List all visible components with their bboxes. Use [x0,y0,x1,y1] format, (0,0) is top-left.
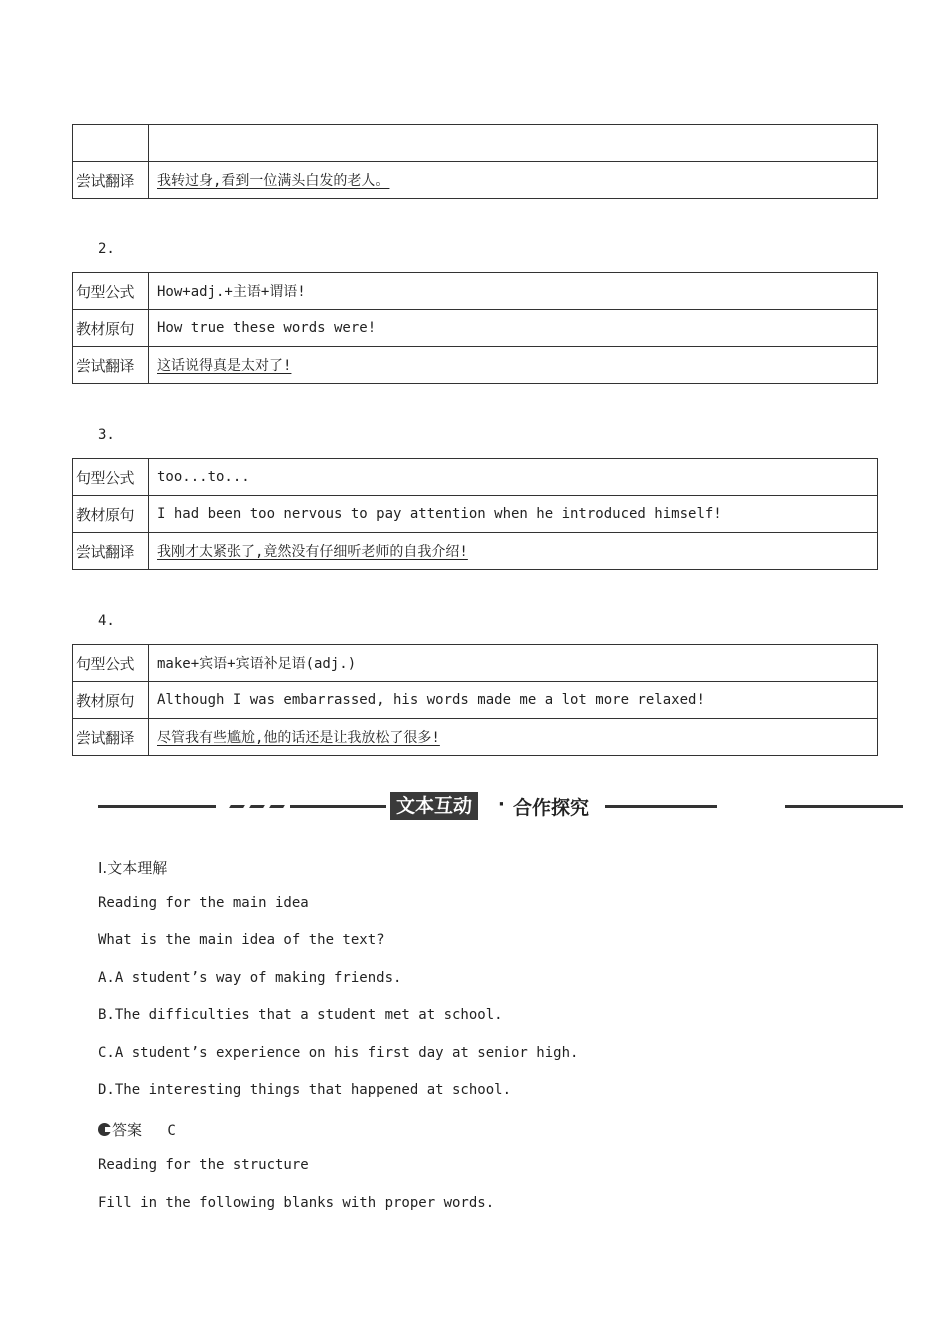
row-content [149,162,878,199]
table-row [73,347,878,384]
answer-label: 答案 [112,1121,143,1139]
row-content [149,533,878,570]
instruction-text: Fill in the following blanks with proper words. [98,1195,495,1211]
table-row [73,459,878,496]
row-label: 尝试翻译 [73,162,149,199]
row-content [149,125,878,162]
answer-line [98,1119,176,1140]
table-row [73,719,878,756]
banner-rule [98,805,216,808]
question-text: What is the main idea of the text? [98,932,385,948]
table-row [73,273,878,310]
row-label: 尝试翻译 [73,533,149,570]
option-b: B.The difficulties that a student met at school. [98,1007,503,1023]
section-banner [0,790,950,824]
row-label: 句型公式 [73,645,149,682]
sentence-table-2 [72,272,878,384]
row-content [149,347,878,384]
row-content: How+adj.+主语+谓语! [149,273,878,310]
option-d: D.The interesting things that happened at school. [98,1082,512,1098]
banner-dash [229,805,245,808]
banner-dot: · [498,794,505,815]
row-label: 教材原句 [73,496,149,533]
banner-dash [249,805,265,808]
sentence-table-3 [72,458,878,570]
row-content: How true these words were! [149,310,878,347]
banner-rule [605,805,717,808]
row-content: too...to... [149,459,878,496]
banner-title: 合作探究 [513,797,590,819]
banner-rule [290,805,386,808]
table-row [73,125,878,162]
answer-value: C [167,1123,176,1139]
section-heading: Ⅰ.文本理解 [98,859,168,877]
item-number: 4. [98,613,115,629]
banner-dash [269,805,285,808]
table-row [73,496,878,533]
table-row [73,682,878,719]
translation-answer: 我转过身,看到一位满头白发的老人。 [157,173,390,189]
row-content: make+宾语+宾语补足语(adj.) [149,645,878,682]
row-label: 教材原句 [73,310,149,347]
row-label: 句型公式 [73,273,149,310]
sentence-table-1 [72,124,878,199]
row-label: 尝试翻译 [73,347,149,384]
row-label: 尝试翻译 [73,719,149,756]
translation-answer: 这话说得真是太对了! [157,358,292,374]
banner-rule [785,805,903,808]
subheading-main-idea: Reading for the main idea [98,895,309,911]
row-content: Although I was embarrassed, his words made me a lot more relaxed! [149,682,878,719]
answer-icon [98,1123,111,1136]
row-content: I had been too nervous to pay attention when he introduced himself! [149,496,878,533]
subheading-structure: Reading for the structure [98,1157,309,1173]
table-row [73,533,878,570]
option-c: C.A student’s experience on his first day at senior high. [98,1045,579,1061]
table-row [73,162,878,199]
translation-answer: 我刚才太紧张了,竟然没有仔细听老师的自我介绍! [157,544,468,560]
sentence-table-4 [72,644,878,756]
row-content [149,719,878,756]
item-number: 2. [98,241,115,257]
row-label: 教材原句 [73,682,149,719]
table-row [73,645,878,682]
row-label: 句型公式 [73,459,149,496]
option-a: A.A student’s way of making friends. [98,970,402,986]
translation-answer: 尽管我有些尴尬,他的话还是让我放松了很多! [157,730,440,746]
table-row [73,310,878,347]
banner-tag: 文本互动 [390,792,478,820]
item-number: 3. [98,427,115,443]
row-label [73,125,149,162]
